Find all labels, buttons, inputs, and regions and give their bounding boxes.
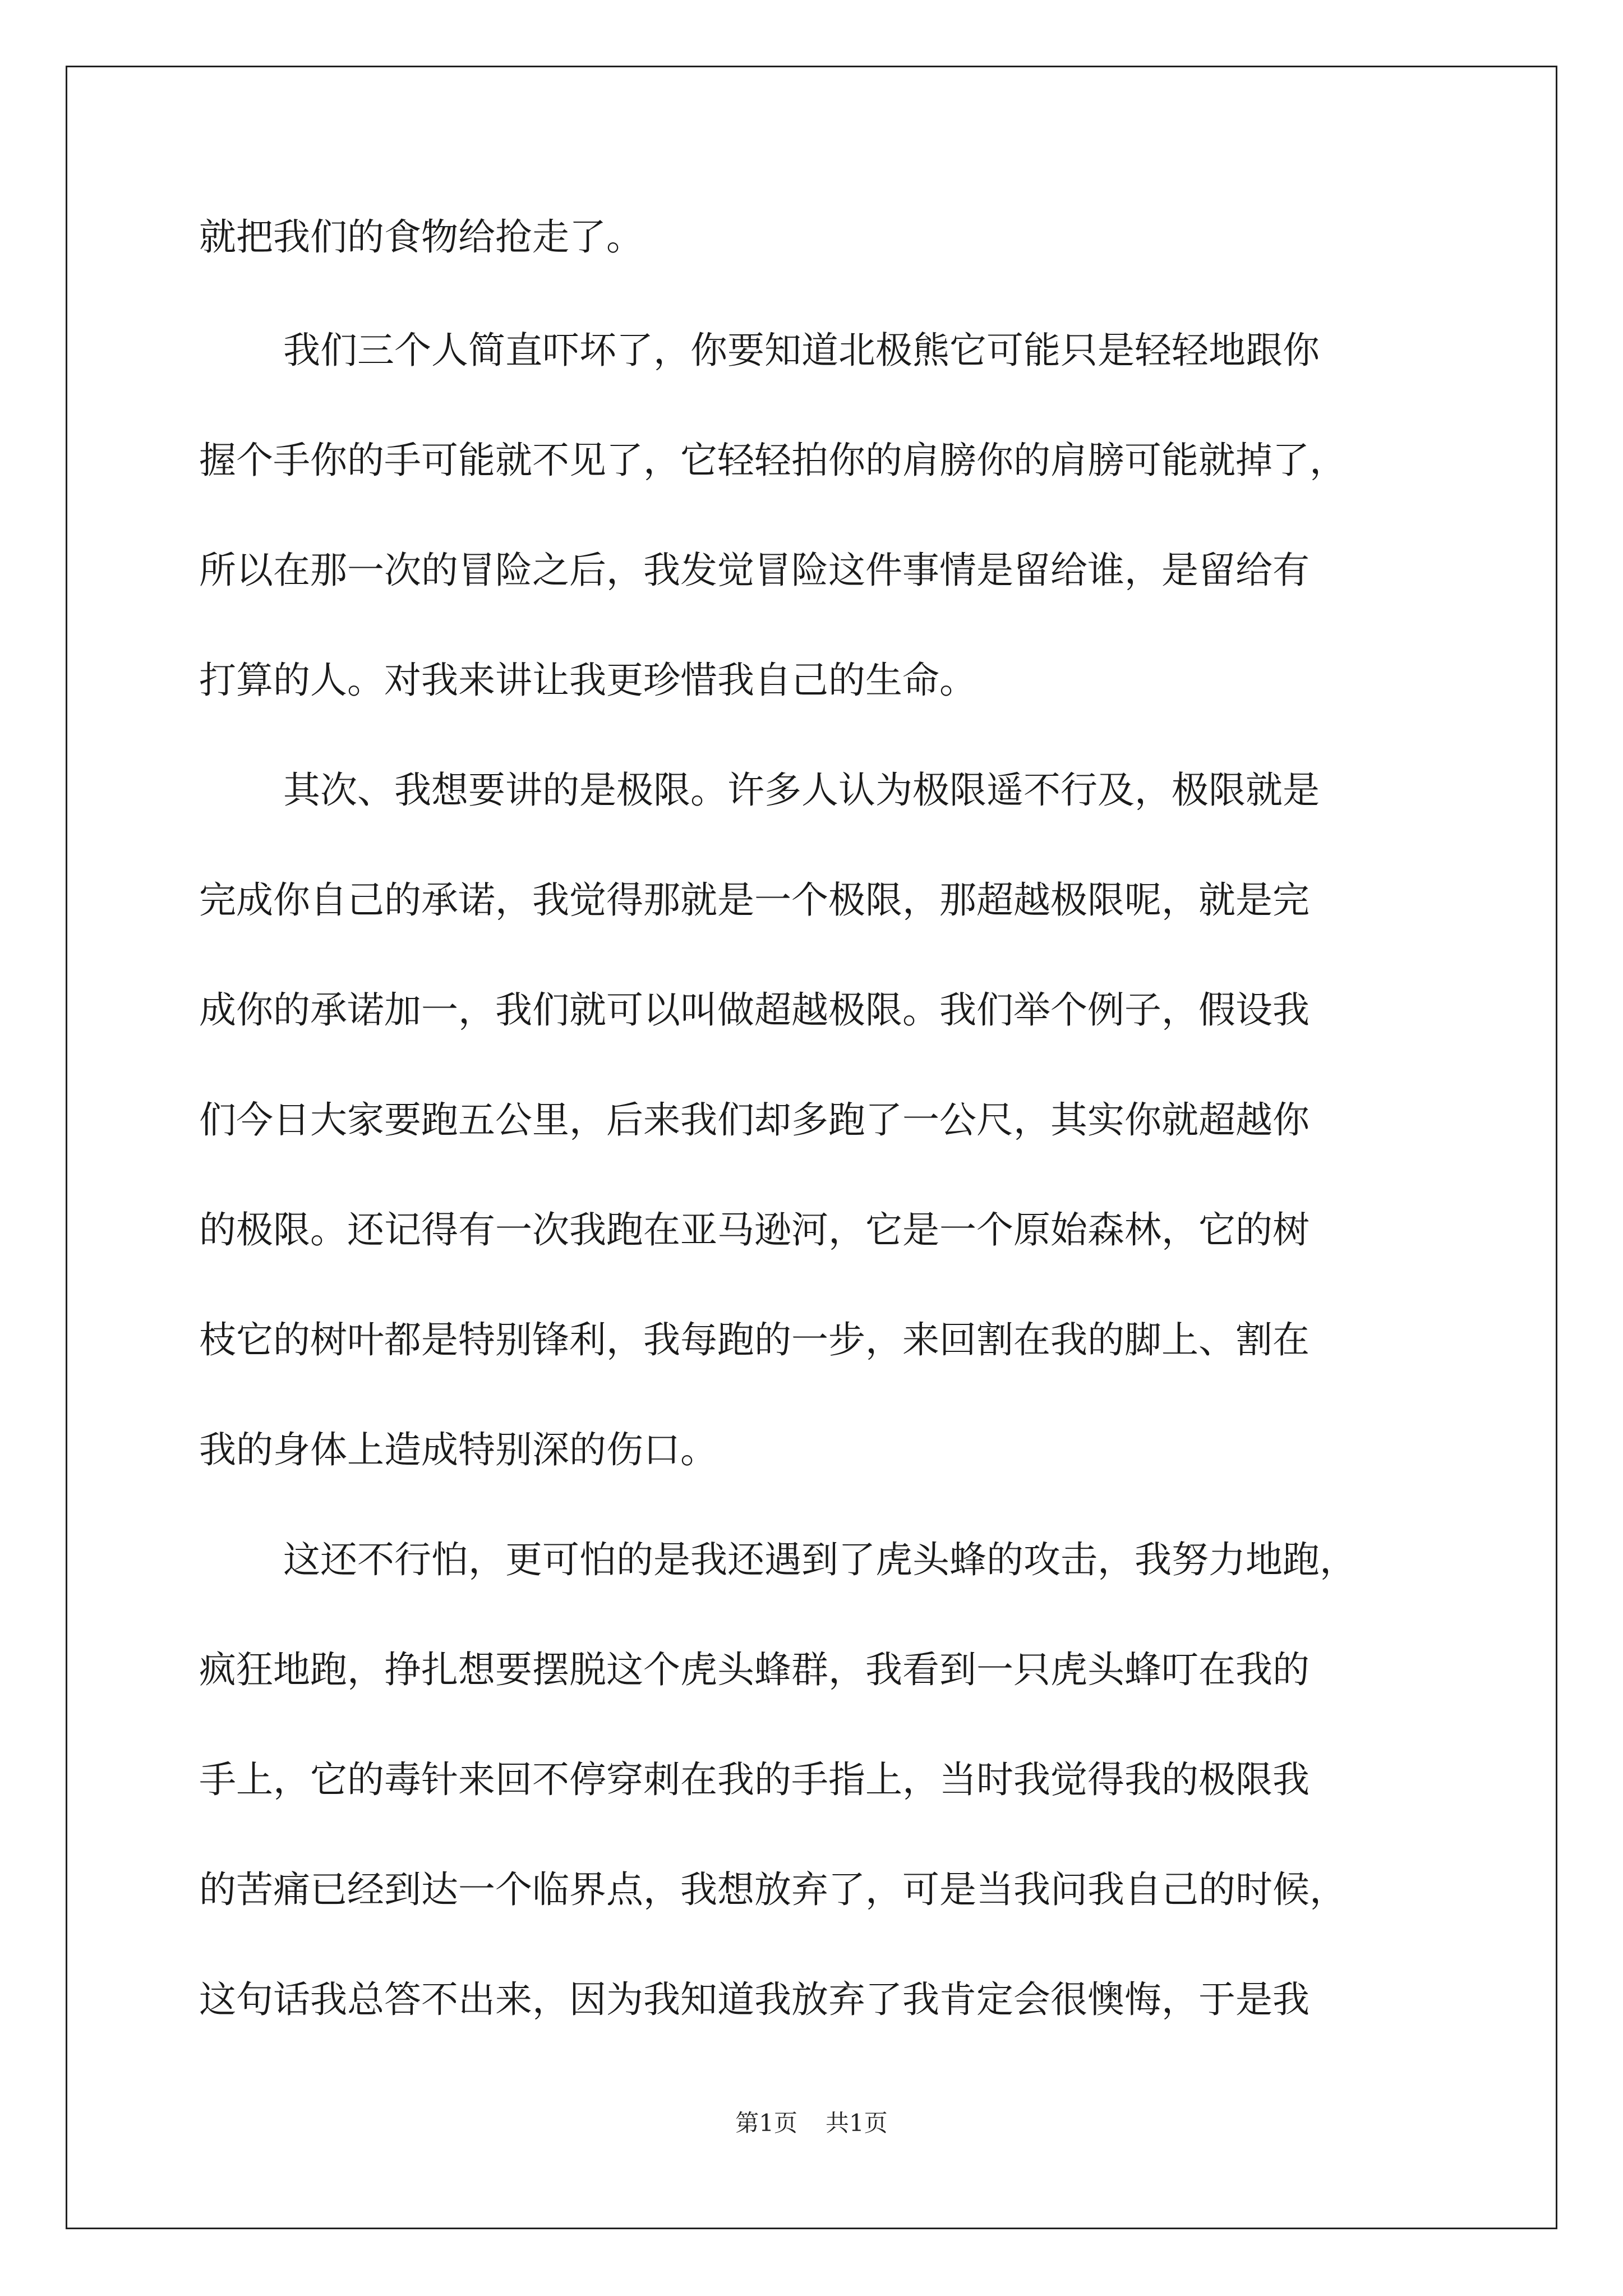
- text-line: 握个手你的手可能就不见了，它轻轻拍你的肩膀你的肩膀可能就掉了，: [199, 439, 1347, 482]
- text-line: 的极限。还记得有一次我跑在亚马逊河，它是一个原始森林，它的树: [199, 1208, 1310, 1251]
- text-line: 我们三个人简直吓坏了，你要知道北极熊它可能只是轻轻地跟你: [283, 329, 1320, 372]
- text-line: 其次、我想要讲的是极限。许多人认为极限遥不行及，极限就是: [283, 769, 1320, 812]
- text-line: 这还不行怕，更可怕的是我还遇到了虎头蜂的攻击，我努力地跑，: [283, 1538, 1357, 1581]
- page-number: 第1页: [735, 2109, 797, 2137]
- text-line: 疯狂地跑，挣扎想要摆脱这个虎头蜂群，我看到一只虎头蜂叮在我的: [199, 1648, 1310, 1691]
- text-line: 枝它的树叶都是特别锋利，我每跑的一步，来回割在我的脚上、割在: [199, 1318, 1310, 1361]
- text-line: 就把我们的食物给抢走了。: [199, 215, 643, 259]
- text-line: 手上，它的毒针来回不停穿刺在我的手指上，当时我觉得我的极限我: [199, 1758, 1310, 1801]
- text-line: 完成你自己的承诺，我觉得那就是一个极限，那超越极限呢，就是完: [199, 878, 1310, 922]
- text-line: 们今日大家要跑五公里，后来我们却多跑了一公尺，其实你就超越你: [199, 1098, 1310, 1142]
- text-line: 我的身体上造成特别深的伤口。: [199, 1428, 717, 1471]
- text-line: 成你的承诺加一，我们就可以叫做超越极限。我们举个例子，假设我: [199, 988, 1310, 1032]
- page-total: 共1页: [826, 2109, 888, 2137]
- page-footer: [0, 2106, 1623, 2140]
- text-line: 这句话我总答不出来，因为我知道我放弃了我肯定会很懊悔，于是我: [199, 1978, 1310, 2021]
- text-line: 打算的人。对我来讲让我更珍惜我自己的生命。: [199, 659, 976, 702]
- text-line: 所以在那一次的冒险之后，我发觉冒险这件事情是留给谁，是留给有: [199, 549, 1310, 592]
- text-line: 的苦痛已经到达一个临界点，我想放弃了，可是当我问我自己的时候，: [199, 1868, 1347, 1911]
